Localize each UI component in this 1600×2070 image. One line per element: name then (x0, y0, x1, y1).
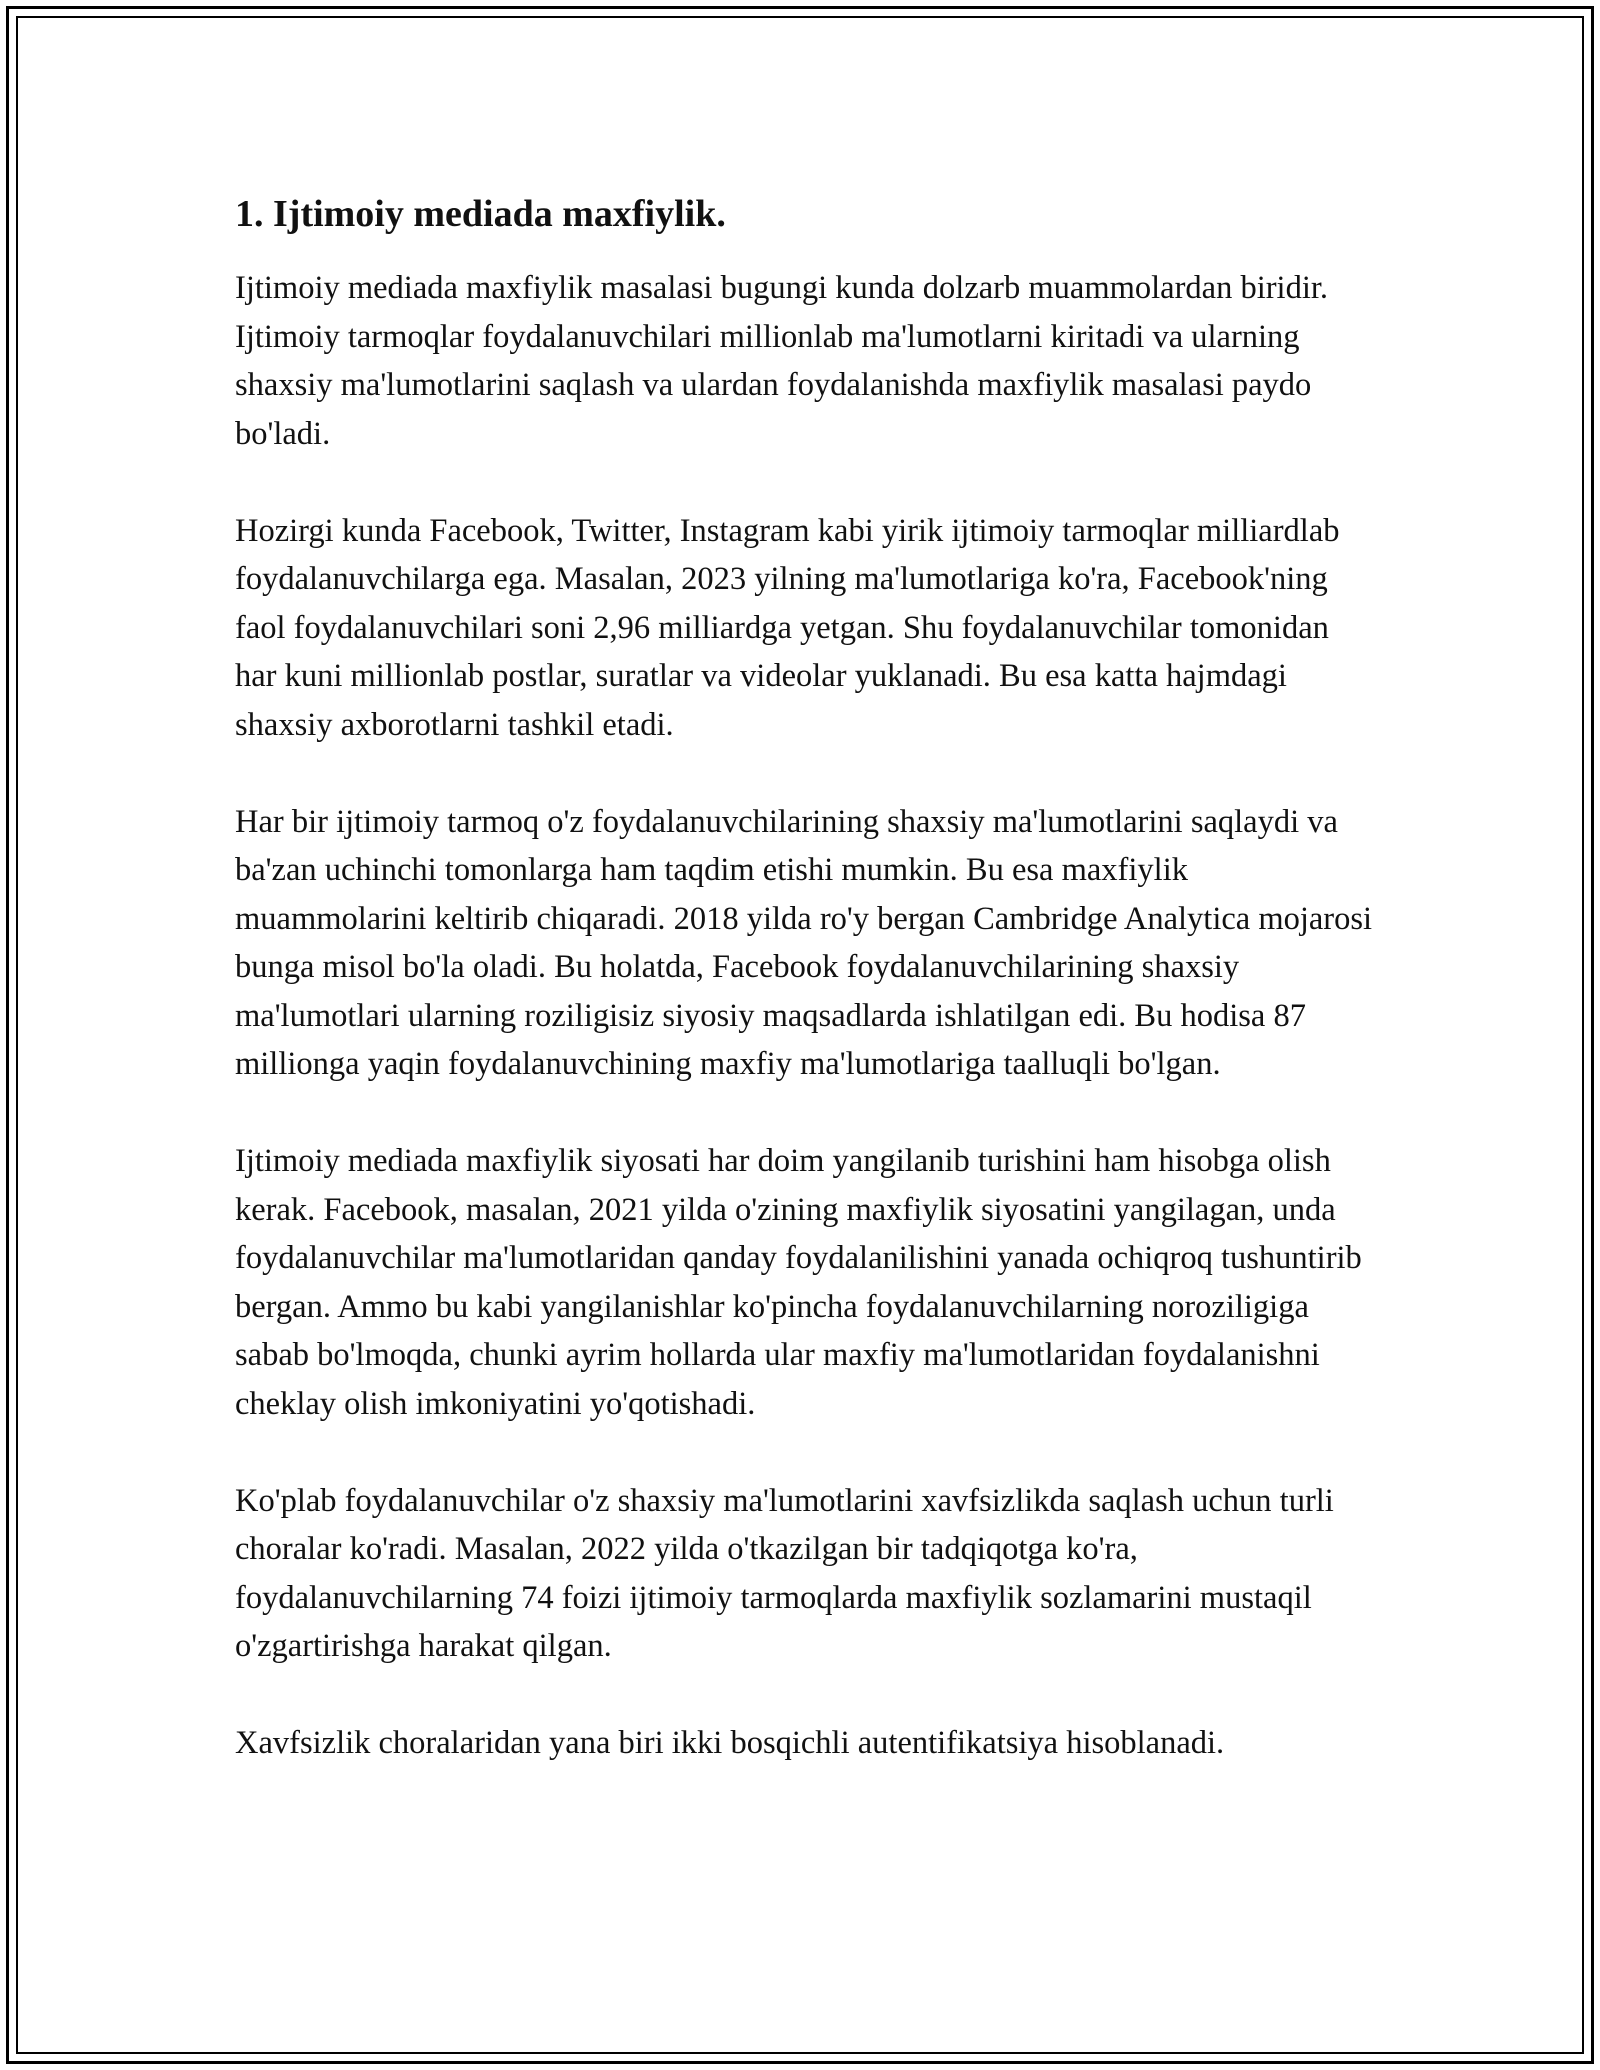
paragraph-4: Ijtimoiy mediada maxfiylik siyosati har doim yangilanib turishini ham hisobga olish kerak. Facebook, masalan, 2021 yilda o'zining maxfiylik siyosatini yangilagan, unda foydalanuvchilar ma'lumotlaridan qanday foydalanilishini yanada ochiqroq tushuntirib bergan. Ammo bu kabi yangilanishlar ko'pincha foydalanuvchilarning noroziligiga sabab bo'lmoqda, chunki ayrim hollarda ular maxfiy ma'lumotlaridan foydalanishni cheklay olish imkoniyatini yo'qotishadi. (235, 1143, 1362, 1422)
document-body (235, 186, 1375, 1816)
paragraph-5: Ko'plab foydalanuvchilar o'z shaxsiy ma'lumotlarini xavfsizlikda saqlash uchun turli choralar ko'radi. Masalan, 2022 yilda o'tkazilgan bir tadqiqotga ko'ra, foydalanuvchilarning 74 foizi ijtimoiy tarmoqlarda maxfiylik sozlamarini mustaqil o'zgartirishga harakat qilgan. (235, 1482, 1334, 1664)
paragraph-6: Xavfsizlik choralaridan yana biri ikki bosqichli autentifikatsiya hisoblanadi. (235, 1725, 1225, 1761)
paragraph-2: Hozirgi kunda Facebook, Twitter, Instagram kabi yirik ijtimoiy tarmoqlar milliardlab foydalanuvchilarga ega. Masalan, 2023 yilning ma'lumotlariga ko'ra, Facebook'ning faol foydalanuvchilari soni 2,96 milliardga yetgan. Shu foydalanuvchilar tomonidan har kuni millionlab postlar, suratlar va videolar yuklanadi. Bu esa katta hajmdagi shaxsiy axborotlarni tashkil etadi. (235, 512, 1340, 743)
paragraph-1: Ijtimoiy mediada maxfiylik masalasi bugungi kunda dolzarb muammolardan biridir. Ijtimoiy tarmoqlar foydalanuvchilari millionlab ma'lumotlarni kiritadi va ularning shaxsiy ma'lumotlarini saqlash va ulardan foydalanishda maxfiylik masalasi paydo bo'ladi. (235, 270, 1329, 452)
section-heading: 1. Ijtimoiy mediada maxfiylik. (235, 193, 726, 235)
paragraph-3: Har bir ijtimoiy tarmoq o'z foydalanuvchilarining shaxsiy ma'lumotlarini saqlaydi va ba'zan uchinchi tomonlarga ham taqdim etishi mumkin. Bu esa maxfiylik muammolarini keltirib chiqaradi. 2018 yilda ro'y bergan Cambridge Analytica mojarosi bunga misol bo'la oladi. Bu holatda, Facebook foydalanuvchilarining shaxsiy ma'lumotlari ularning roziligisiz siyosiy maqsadlarda ishlatilgan edi. Bu hodisa 87 millionga yaqin foydalanuvchining maxfiy ma'lumotlariga taalluqli bo'lgan. (235, 803, 1373, 1082)
